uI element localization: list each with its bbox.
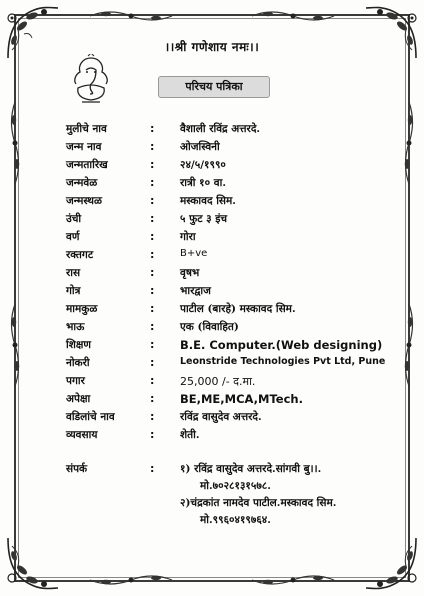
detail-row-blood-group bbox=[0, 248, 424, 266]
detail-value: शेती. bbox=[180, 429, 200, 441]
detail-colon: : bbox=[150, 248, 155, 261]
detail-colon: : bbox=[150, 338, 155, 351]
detail-colon: : bbox=[150, 428, 155, 441]
detail-row-job bbox=[0, 356, 424, 374]
detail-row-father-name bbox=[0, 410, 424, 428]
detail-value: पाटील (बारहे) मस्कावद सिम. bbox=[180, 303, 296, 315]
detail-label: गोत्र bbox=[66, 285, 81, 297]
detail-colon: : bbox=[150, 122, 155, 135]
detail-label: जन्म नाव bbox=[66, 141, 102, 153]
detail-row-birth-time bbox=[0, 176, 424, 194]
detail-row-occupation bbox=[0, 428, 424, 446]
detail-value: B.E. Computer.(Web designing) bbox=[180, 338, 383, 352]
detail-row-salary bbox=[0, 374, 424, 392]
detail-value: एक (विवाहित) bbox=[180, 321, 239, 333]
detail-colon: : bbox=[150, 356, 155, 369]
detail-value: 25,000 /- द.मा. bbox=[180, 375, 256, 388]
detail-value: भारद्वाज bbox=[180, 285, 211, 297]
invocation-text: ।।श्री गणेशाय नमः।। bbox=[164, 40, 260, 54]
detail-label: व्यवसाय bbox=[66, 429, 98, 441]
detail-label: उंची bbox=[66, 213, 82, 225]
detail-value: ५ फुट ३ इंच bbox=[180, 213, 228, 225]
detail-row-height bbox=[0, 212, 424, 230]
detail-colon: : bbox=[150, 212, 155, 225]
detail-colon: : bbox=[150, 410, 155, 423]
detail-value: रविंद्र वासुदेव अत्तरदे. bbox=[180, 411, 262, 423]
detail-value: २४/५/१९९० bbox=[180, 159, 226, 171]
contact-phone-1: मो.७०२८१३१५७८. bbox=[200, 480, 271, 492]
detail-row-birth-name bbox=[0, 140, 424, 158]
detail-label: मुलीचे नाव bbox=[66, 123, 107, 135]
detail-label: जन्मतारिख bbox=[66, 159, 108, 171]
detail-value: गोरा bbox=[180, 231, 196, 243]
detail-colon: : bbox=[150, 158, 155, 171]
detail-value: Leonstride Technologies Pvt Ltd, Pune bbox=[180, 356, 386, 367]
detail-label: भाऊ bbox=[66, 321, 85, 333]
detail-value: मस्कावद सिम. bbox=[180, 195, 236, 207]
detail-label: वडिलांचे नाव bbox=[66, 411, 115, 423]
detail-row-brother bbox=[0, 320, 424, 338]
detail-colon: : bbox=[150, 302, 155, 315]
detail-value: रात्री १० वा. bbox=[180, 177, 226, 189]
detail-value: ओजस्विनी bbox=[180, 141, 220, 153]
page-title: परिचय पत्रिका bbox=[158, 76, 270, 98]
detail-label: पगार bbox=[66, 375, 85, 387]
contact-label: संपर्क bbox=[66, 463, 88, 475]
detail-row-maternal-family bbox=[0, 302, 424, 320]
detail-label: अपेक्षा bbox=[66, 393, 91, 405]
detail-row-birth-place bbox=[0, 194, 424, 212]
detail-label: नोकरी bbox=[66, 357, 90, 369]
contact-line-1: १) रविंद्र वासुदेव अत्तरदे.सांगवी बु।।. bbox=[180, 463, 322, 475]
detail-value: B+ve bbox=[180, 248, 208, 259]
detail-label: शिक्षण bbox=[66, 339, 91, 351]
detail-label: जन्मस्थळ bbox=[66, 195, 102, 207]
detail-colon: : bbox=[150, 392, 155, 405]
detail-label: जन्मवेळ bbox=[66, 177, 98, 189]
detail-label: रक्तगट bbox=[66, 249, 94, 261]
detail-value: BE,ME,MCA,MTech. bbox=[180, 392, 303, 406]
detail-value: वैशाली रविंद्र अत्तरदे. bbox=[180, 123, 261, 135]
detail-row-bride-name bbox=[0, 122, 424, 140]
detail-label: रास bbox=[66, 267, 81, 279]
detail-row-complexion bbox=[0, 230, 424, 248]
detail-colon: : bbox=[150, 230, 155, 243]
contact-line-2: २)चंद्रकांत नामदेव पाटील.मस्कावद सिम. bbox=[180, 497, 337, 509]
detail-row-gotra bbox=[0, 284, 424, 302]
detail-colon: : bbox=[150, 266, 155, 279]
detail-label: मामकुळ bbox=[66, 303, 98, 315]
detail-row-birth-date bbox=[0, 158, 424, 176]
detail-label: वर्ण bbox=[66, 231, 80, 243]
contact-colon: : bbox=[150, 462, 155, 475]
detail-colon: : bbox=[150, 320, 155, 333]
detail-value: वृषभ bbox=[180, 267, 200, 279]
detail-row-rashi bbox=[0, 266, 424, 284]
detail-colon: : bbox=[150, 176, 155, 189]
detail-colon: : bbox=[150, 140, 155, 153]
contact-phone-2: मो.९९६०४१९७६४. bbox=[200, 514, 271, 526]
detail-colon: : bbox=[150, 284, 155, 297]
detail-row-expectation bbox=[0, 392, 424, 410]
detail-colon: : bbox=[150, 374, 155, 387]
detail-row-education bbox=[0, 338, 424, 356]
detail-colon: : bbox=[150, 194, 155, 207]
